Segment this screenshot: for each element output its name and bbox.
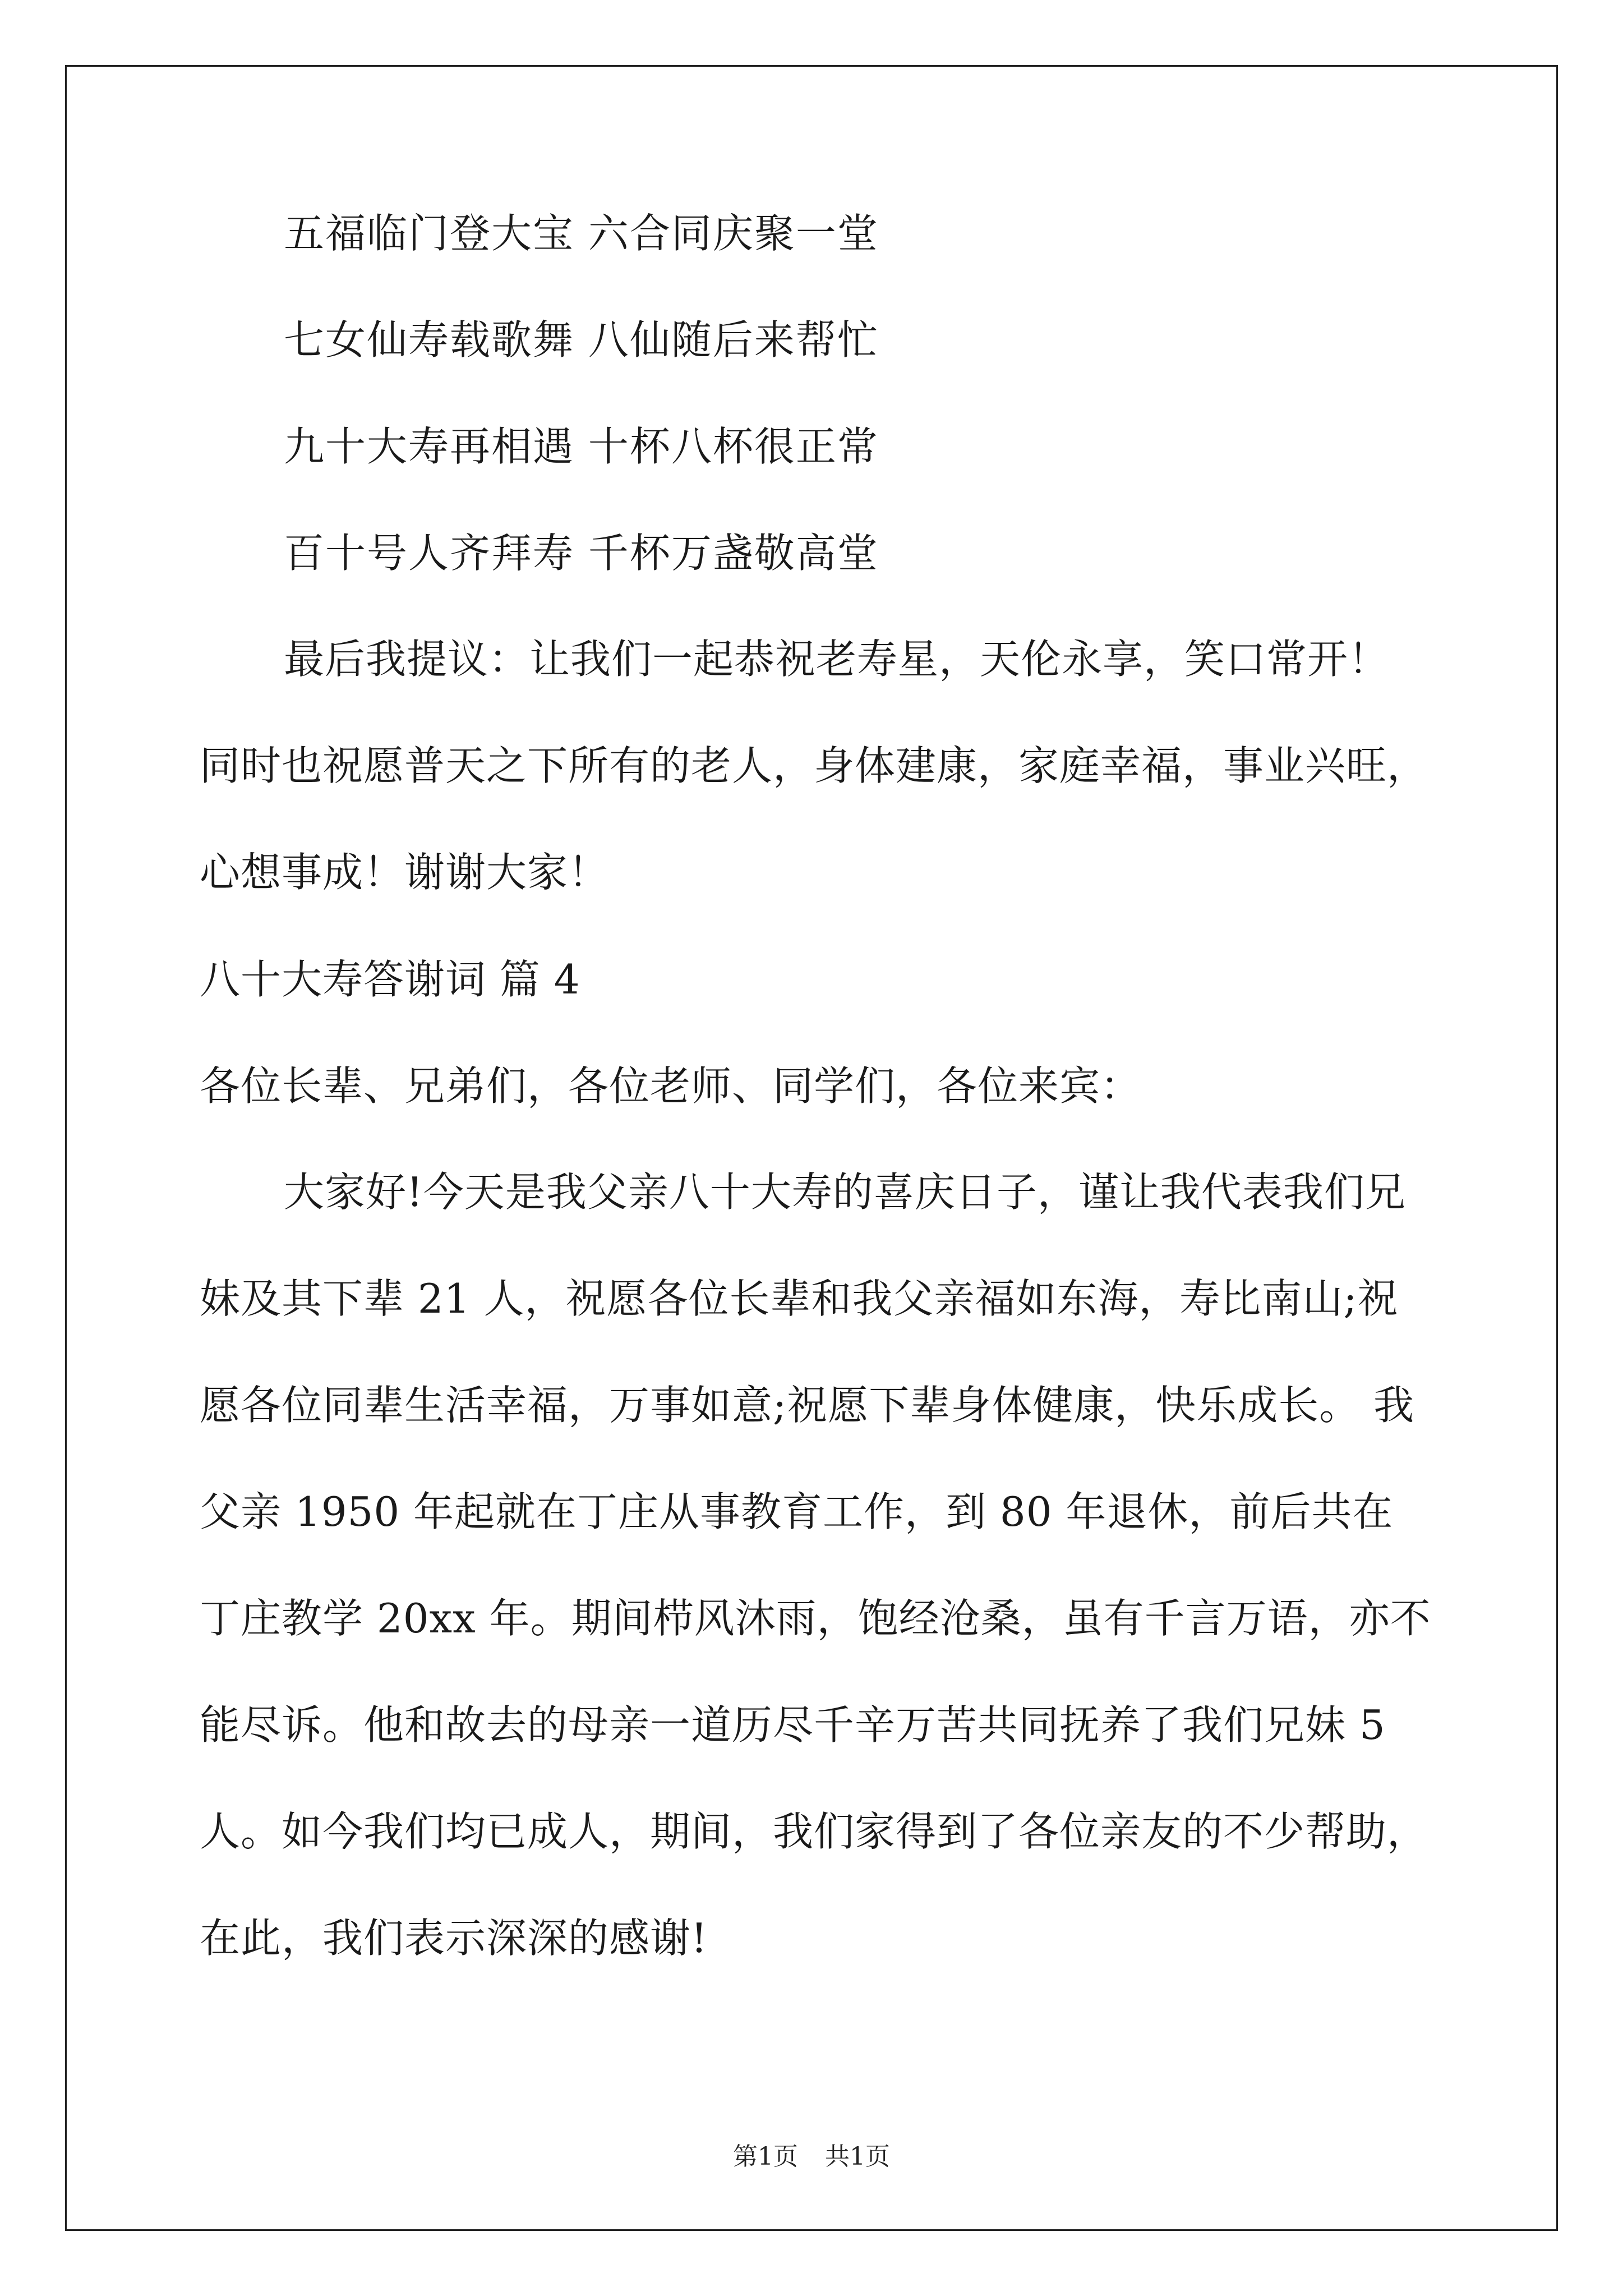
verse-line-4: 百十号人齐拜寿 千杯万盏敬高堂 bbox=[284, 530, 879, 577]
verse-line-3: 九十大寿再相遇 十杯八杯很正常 bbox=[284, 423, 879, 470]
salutation: 各位长辈、兄弟们，各位老师、同学们，各位来宾： bbox=[200, 1062, 1142, 1110]
closing-paragraph-text: 最后我提议：让我们一起恭祝老寿星，天伦永享，笑口常开！ 同时也祝愿普天之下所有的老人，身体建康，家庭幸福，事业兴旺，心想事成！谢谢大家！ bbox=[200, 636, 1428, 896]
verse-line-1: 五福临门登大宝 六合同庆聚一堂 bbox=[284, 210, 879, 257]
page-total: 共1页 bbox=[825, 2142, 890, 2171]
page-footer bbox=[0, 2136, 1623, 2172]
section-title: 八十大寿答谢词 篇 4 bbox=[200, 956, 580, 1003]
body-paragraph-text: 大家好!今天是我父亲八十大寿的喜庆日子，谨让我代表我们兄妹及其下辈 21 人，祝愿各位长辈和我父亲福如东海，寿比南山;祝愿各位同辈生活幸福，万事如意;祝愿下辈身体健康，快乐成长。 我父亲 1950 年起就在丁庄从事教育工作，到 80 年退休，前后共在丁庄教学 20xx 年。期间栉风沐雨，饱经沧桑，虽有千言万语，亦不能尽诉。他和故去的母亲一道历尽千辛万苦共同抚养了我们兄妹 5 人。如今我们均已成人，期间，我们家得到了各位亲友的不少帮助，在此，我们表示深深的感谢! bbox=[200, 1168, 1431, 1962]
page-number: 第1页 bbox=[733, 2142, 798, 2171]
body-paragraph bbox=[200, 1139, 1433, 1991]
closing-paragraph bbox=[200, 606, 1433, 926]
verse-line-2: 七女仙寿载歌舞 八仙随后来帮忙 bbox=[284, 316, 879, 364]
